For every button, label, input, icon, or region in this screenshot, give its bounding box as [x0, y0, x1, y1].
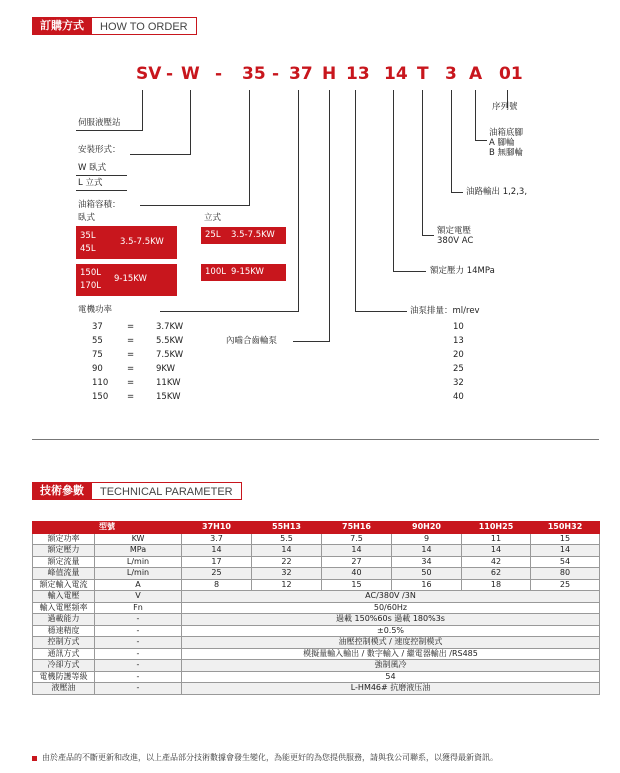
- table-cell: KW: [95, 533, 182, 545]
- label-station: 伺服液壓站: [78, 118, 121, 128]
- header-cell: 型號: [33, 522, 182, 534]
- table-row: [33, 533, 600, 545]
- code-part: W: [181, 64, 200, 84]
- table-cell: 15: [531, 533, 600, 545]
- code-part: 01: [499, 64, 523, 84]
- table-cell: 12: [252, 579, 322, 591]
- code-part: 35: [242, 64, 266, 84]
- table-cell: 9: [392, 533, 462, 545]
- header-cell: 55H13: [252, 522, 322, 534]
- table-cell: 模擬量輸入輸出 / 數字輸入 / 繼電器輸出 /RS485: [182, 648, 600, 660]
- table-cell: 8: [182, 579, 252, 591]
- table-cell: 80: [531, 568, 600, 580]
- tank-size: 170L: [80, 281, 101, 291]
- label-mount-title: 安裝形式：: [78, 145, 121, 155]
- power-eq: =: [127, 364, 135, 374]
- label-rated-pressure: 額定壓力 14MPa: [430, 266, 495, 276]
- table-cell: 34: [392, 556, 462, 568]
- power-kw: 11KW: [156, 378, 181, 388]
- code-part: SV: [136, 64, 162, 84]
- table-cell: 50/60Hz: [182, 602, 600, 614]
- code-part: 37: [289, 64, 313, 84]
- table-cell: 14: [182, 545, 252, 557]
- tank-box-horizontal-large: [76, 264, 177, 296]
- table-cell: 25: [531, 579, 600, 591]
- table-cell: 16: [392, 579, 462, 591]
- table-cell: 輸入電壓: [33, 591, 95, 603]
- tank-size: 25L: [205, 230, 221, 240]
- power-code: 37: [92, 322, 103, 332]
- table-cell: 22: [252, 556, 322, 568]
- table-cell: 42: [462, 556, 531, 568]
- label-rated-voltage: 額定電壓: [437, 226, 472, 236]
- tank-size: 150L: [80, 268, 101, 278]
- label-rated-voltage-value: 380V AC: [437, 236, 474, 246]
- table-cell: 54: [531, 556, 600, 568]
- table-cell: 17: [182, 556, 252, 568]
- displacement-value: 10: [453, 322, 464, 332]
- label-horizontal: 臥式: [78, 213, 96, 223]
- power-eq: =: [127, 336, 135, 346]
- displacement-value: 20: [453, 350, 464, 360]
- table-cell: 14: [531, 545, 600, 557]
- table-cell: V: [95, 591, 182, 603]
- tank-box-horizontal-small: [76, 226, 177, 259]
- tank-size: 100L: [205, 267, 226, 277]
- power-kw: 3.7KW: [156, 322, 184, 332]
- power-eq: =: [127, 350, 135, 360]
- code-sep: -: [272, 64, 280, 84]
- label-serial: 序列號: [492, 102, 518, 112]
- tech-section-header: [32, 482, 242, 500]
- table-cell: 32: [252, 568, 322, 580]
- table-cell: -: [95, 625, 182, 637]
- table-cell: 25: [182, 568, 252, 580]
- table-cell: 控制方式: [33, 637, 95, 649]
- table-cell: 27: [322, 556, 392, 568]
- table-cell: 額定功率: [33, 533, 95, 545]
- table-row: [33, 591, 600, 603]
- code-part: T: [417, 64, 429, 84]
- header-cell: 90H20: [392, 522, 462, 534]
- table-cell: 15: [322, 579, 392, 591]
- power-code: 55: [92, 336, 103, 346]
- label-feet-title: 油箱底腳: [489, 128, 524, 138]
- table-cell: 62: [462, 568, 531, 580]
- table-row: [33, 625, 600, 637]
- table-cell: -: [95, 637, 182, 649]
- power-code: 75: [92, 350, 103, 360]
- table-cell: 電機防護等級: [33, 671, 95, 683]
- table-row: [33, 579, 600, 591]
- table-cell: ±0.5%: [182, 625, 600, 637]
- label-motor-power: 電機功率: [78, 305, 113, 315]
- tank-size: 45L: [80, 244, 96, 254]
- table-cell: 峰值流量: [33, 568, 95, 580]
- table-cell: -: [95, 660, 182, 672]
- table-cell: 額定壓力: [33, 545, 95, 557]
- label-gear-pump: 內嚙合齒輪泵: [226, 336, 278, 346]
- header-cell: 110H25: [462, 522, 531, 534]
- label-mount-w: W 臥式: [78, 163, 107, 173]
- code-part: 3: [445, 64, 457, 84]
- label-vertical: 立式: [204, 213, 222, 223]
- table-row: [33, 545, 600, 557]
- table-cell: -: [95, 648, 182, 660]
- power-kw: 15KW: [156, 392, 181, 402]
- table-cell: A: [95, 579, 182, 591]
- label-tank-title: 油箱容積：: [78, 200, 121, 210]
- header-cell: 75H16: [322, 522, 392, 534]
- displacement-value: 13: [453, 336, 464, 346]
- label-mount-l: L 立式: [78, 178, 103, 188]
- parameter-table: [32, 521, 600, 695]
- displacement-value: 40: [453, 392, 464, 402]
- table-cell: 穩速精度: [33, 625, 95, 637]
- table-row: [33, 637, 600, 649]
- order-title-en: HOW TO ORDER: [92, 17, 197, 35]
- table-cell: L-HM46# 抗磨液压油: [182, 683, 600, 695]
- table-row: [33, 683, 600, 695]
- power-kw: 7.5KW: [156, 350, 184, 360]
- table-header-row: [33, 522, 600, 534]
- power-eq: =: [127, 378, 135, 388]
- power-eq: =: [127, 392, 135, 402]
- power-code: 110: [92, 378, 109, 388]
- tank-box-vertical-large: [201, 264, 286, 281]
- table-cell: 強制風冷: [182, 660, 600, 672]
- order-title-zh: 訂購方式: [32, 17, 92, 35]
- label-oil-output: 油路輸出 1,2,3,: [466, 187, 528, 197]
- table-row: [33, 648, 600, 660]
- table-cell: 冷卻方式: [33, 660, 95, 672]
- table-cell: 額定輸入電流: [33, 579, 95, 591]
- table-cell: L/min: [95, 556, 182, 568]
- table-cell: 14: [252, 545, 322, 557]
- table-cell: 過載 150%60s 過載 180%3s: [182, 614, 600, 626]
- table-cell: -: [95, 671, 182, 683]
- footnote-bullet: [32, 753, 42, 763]
- code-sep: -: [215, 64, 223, 84]
- section-divider: [32, 439, 599, 440]
- table-cell: 油壓控制模式 / 速度控制模式: [182, 637, 600, 649]
- table-cell: 通訊方式: [33, 648, 95, 660]
- table-cell: 11: [462, 533, 531, 545]
- label-pump-displacement: 油泵排量：ml/rev: [410, 306, 480, 316]
- table-cell: -: [95, 683, 182, 695]
- tech-title-zh: 技術參數: [32, 482, 92, 500]
- footnote: 由於產品的不斷更新和改進，以上產品部分技術數據會發生變化，為能更好的為您提供服務，請與我公司聯系，以獲得最新資訊。: [42, 753, 498, 762]
- code-part: A: [469, 64, 483, 84]
- code-part: 13: [346, 64, 370, 84]
- table-cell: L/min: [95, 568, 182, 580]
- power-kw: 9KW: [156, 364, 176, 374]
- table-row: [33, 568, 600, 580]
- displacement-value: 32: [453, 378, 464, 388]
- table-cell: 18: [462, 579, 531, 591]
- order-section-header: [32, 17, 197, 35]
- tank-box-vertical-small: [201, 227, 286, 244]
- table-cell: 5.5: [252, 533, 322, 545]
- tank-range: 9-15KW: [231, 267, 264, 277]
- tank-size: 35L: [80, 231, 96, 241]
- table-cell: -: [95, 614, 182, 626]
- table-cell: 40: [322, 568, 392, 580]
- tank-range: 9-15KW: [114, 274, 147, 284]
- tank-range: 3.5-7.5KW: [231, 230, 275, 240]
- header-cell: 37H10: [182, 522, 252, 534]
- label-feet-b: B 無腳輪: [489, 148, 524, 158]
- table-cell: 液壓油: [33, 683, 95, 695]
- table-cell: 3.7: [182, 533, 252, 545]
- table-cell: 54: [182, 671, 600, 683]
- tank-range: 3.5-7.5KW: [120, 237, 164, 247]
- table-row: [33, 614, 600, 626]
- tech-title-en: TECHNICAL PARAMETER: [92, 482, 242, 500]
- table-row: [33, 671, 600, 683]
- table-cell: 7.5: [322, 533, 392, 545]
- table-row: [33, 602, 600, 614]
- table-cell: MPa: [95, 545, 182, 557]
- power-eq: =: [127, 322, 135, 332]
- power-kw: 5.5KW: [156, 336, 184, 346]
- table-row: [33, 556, 600, 568]
- header-cell: 150H32: [531, 522, 600, 534]
- power-code: 150: [92, 392, 109, 402]
- displacement-value: 25: [453, 364, 464, 374]
- table-cell: 14: [392, 545, 462, 557]
- table-cell: AC/380V /3N: [182, 591, 600, 603]
- table-cell: 額定流量: [33, 556, 95, 568]
- code-part: H: [322, 64, 337, 84]
- code-sep: -: [166, 64, 174, 84]
- table-cell: 50: [392, 568, 462, 580]
- table-cell: 14: [322, 545, 392, 557]
- code-part: 14: [384, 64, 408, 84]
- table-row: [33, 660, 600, 672]
- table-cell: 輸入電壓頻率: [33, 602, 95, 614]
- label-feet-a: A 腳輪: [489, 138, 515, 148]
- table-cell: Fn: [95, 602, 182, 614]
- table-cell: 14: [462, 545, 531, 557]
- power-code: 90: [92, 364, 103, 374]
- table-cell: 過載能力: [33, 614, 95, 626]
